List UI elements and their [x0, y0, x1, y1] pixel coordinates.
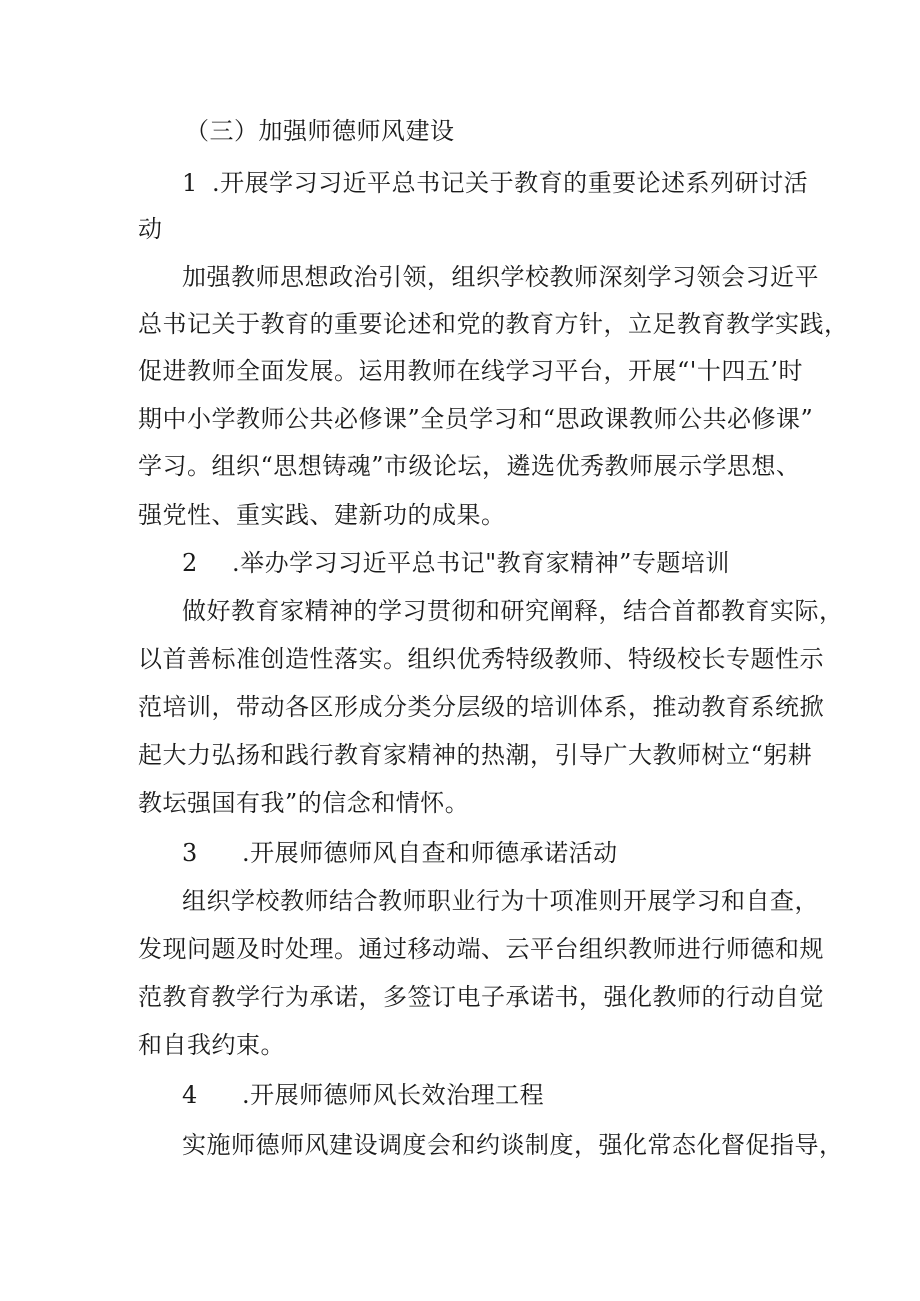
- item-number: 3: [182, 839, 198, 867]
- item-3-title: [182, 838, 618, 868]
- paragraph-line: 学习。组织“思想铸魂”市级论坛，遴选优秀教师展示学思想、: [138, 452, 801, 480]
- item-4-title: [182, 1080, 544, 1110]
- item-1-title: [182, 168, 808, 198]
- paragraph-line: 促进教师全面发展。运用教师在线学习平台，开展“'十四五’时: [138, 357, 803, 385]
- paragraph-line: 加强教师思想政治引领，组织学校教师深刻学习领会习近平: [182, 263, 819, 291]
- paragraph-line: 强党性、重实践、建新功的成果。: [138, 501, 506, 529]
- item-title-text: .开展学习习近平总书记关于教育的重要论述系列研讨活: [212, 169, 809, 197]
- item-1-title-continued: 动: [138, 215, 163, 243]
- paragraph-line: 组织学校教师结合教师职业行为十项准则开展学习和自查，: [182, 887, 819, 915]
- paragraph-line: 实施师德师风建设调度会和约谈制度，强化常态化督促指导，: [182, 1131, 844, 1159]
- paragraph-line: 范培训，带动各区形成分类分层级的培训体系，推动教育系统掀: [138, 693, 824, 721]
- item-title-text: .举办学习习近平总书记"教育家精神”专题培训: [232, 549, 730, 577]
- item-number: 4: [182, 1081, 198, 1109]
- paragraph-line: 范教育教学行为承诺，多签订电子承诺书，强化教师的行动自觉: [138, 983, 824, 1011]
- paragraph-line: 总书记关于教育的重要论述和党的教育方针，立足教育教学实践，: [138, 310, 849, 338]
- paragraph-line: 以首善标准创造性落实。组织优秀特级教师、特级校长专题性示: [138, 645, 824, 673]
- item-2-title: [182, 548, 730, 578]
- paragraph-line: 发现问题及时处理。通过移动端、云平台组织教师进行师德和规: [138, 935, 824, 963]
- section-heading: （三）加强师德师风建设: [185, 117, 455, 145]
- paragraph-line: 起大力弘扬和践行教育家精神的热潮，引导广大教师树立“躬耕: [138, 741, 813, 769]
- item-number: 2: [182, 549, 198, 577]
- item-number: 1: [182, 169, 198, 197]
- paragraph-line: 期中小学教师公共必修课”全员学习和“思政课教师公共必修课”: [138, 405, 814, 433]
- item-title-text: .开展师德师风长效治理工程: [242, 1081, 545, 1109]
- paragraph-line: 教坛强国有我”的信念和情怀。: [138, 789, 470, 817]
- item-title-text: .开展师德师风自查和师德承诺活动: [242, 839, 618, 867]
- paragraph-line: 和自我约束。: [138, 1031, 285, 1059]
- paragraph-line: 做好教育家精神的学习贯彻和研究阐释，结合首都教育实际，: [182, 597, 844, 625]
